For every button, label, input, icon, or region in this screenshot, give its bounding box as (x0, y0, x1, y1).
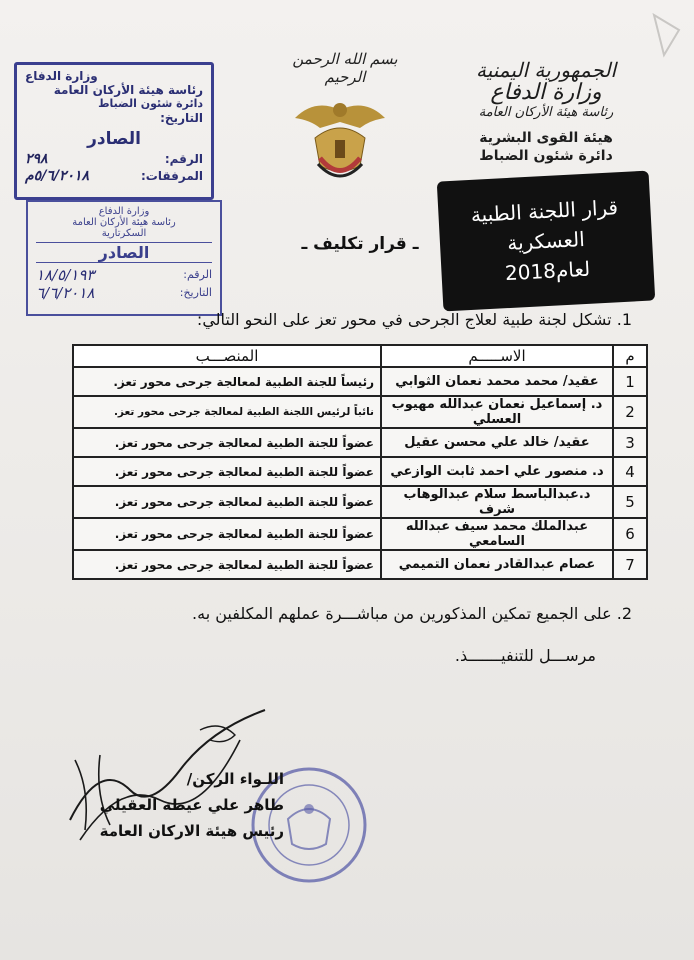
row-position: عضواً للجنة الطبية لمعالجة جرحى محور تعز. (73, 428, 381, 457)
table-row (73, 367, 647, 396)
overlay-line: لعام2018 (504, 256, 591, 286)
row-number: 7 (613, 550, 647, 579)
stamp-issued: الصادر (87, 129, 141, 149)
row-number: 3 (613, 428, 647, 457)
row-number: 4 (613, 457, 647, 486)
header-line: الجمهورية اليمنية (475, 58, 617, 82)
stamp-label: التاريخ: (179, 286, 212, 299)
caption-overlay (437, 171, 656, 312)
stamp-label: التاريخ: (160, 111, 203, 125)
paragraph-3: مرســـل للتنفيـــــــذ. (454, 646, 596, 665)
row-name: د.عبدالباسط سلام عبدالوهاب شرف (381, 486, 613, 518)
stamp-number: ١٨/٥/١٩٣ (36, 266, 95, 284)
row-number: 5 (613, 486, 647, 518)
stamp-label: المرفقات: (141, 169, 203, 183)
stamp-date: ٦/٦/٢٠١٨ (36, 284, 95, 302)
row-name: عبدالملك محمد سيف عبدالله السامعي (381, 518, 613, 550)
stamp-line: دائرة شئون الضباط (98, 97, 203, 110)
row-name: عقيد/ خالد علي محسن عقيل (381, 428, 613, 457)
table-row (73, 396, 647, 428)
col-header-name: الاســـــم (381, 345, 613, 367)
row-position: عضواً للجنة الطبية لمعالجة جرحى محور تعز. (73, 457, 381, 486)
col-header-position: المنصـــب (73, 345, 381, 367)
header-line: وزارة الدفاع (490, 80, 602, 105)
table-row (73, 550, 647, 579)
stamp-line: رئاسة هيئة الأركان العامة (53, 83, 203, 97)
row-position: عضواً للجنة الطبية لمعالجة جرحى محور تعز. (73, 518, 381, 550)
row-number: 2 (613, 396, 647, 428)
secretariat-stamp (26, 200, 222, 316)
document-title: ـ قرار تكليف ـ (301, 234, 419, 254)
row-name: د. إسماعيل نعمان عبدالله مهيوب العسلي (381, 396, 613, 428)
table-row (73, 486, 647, 518)
yemen-emblem-icon (285, 88, 395, 178)
table-row (73, 428, 647, 457)
table-row (73, 518, 647, 550)
row-name: عصام عبدالقادر نعمان التميمي (381, 550, 613, 579)
stamp-line: وزارة الدفاع (25, 69, 98, 83)
table-row (73, 457, 647, 486)
stamp-date: ٥/٦/٢٠١٨م (25, 168, 90, 184)
row-position: رئيساً للجنة الطبية لمعالجة جرحى محور تعز. (73, 367, 381, 396)
row-position: عضواً للجنة الطبية لمعالجة جرحى محور تعز. (73, 550, 381, 579)
stamp-issued: الصادر (36, 242, 212, 263)
stamp-label: الرقم: (183, 268, 212, 281)
stamp-label: الرقم: (164, 152, 203, 166)
header-line: رئاسة هيئة الأركان العامة (478, 105, 614, 120)
signatory-title: رئيس هيئة الاركان العامة (99, 822, 284, 840)
overlay-line: قرار اللجنة الطبية (470, 195, 619, 227)
header-ministry-block (436, 58, 656, 164)
paragraph-1: 1. تشكل لجنة طبية لعلاج الجرحى في محور تعز على النحو التالي: (196, 310, 632, 329)
signatory-block (84, 766, 284, 844)
row-position: عضواً للجنة الطبية لمعالجة جرحى محور تعز. (73, 486, 381, 518)
signatory-name: طاهر علي عيظه العقيلي (99, 796, 284, 814)
paragraph-2: 2. على الجميع تمكين المذكورين من مباشـــرة عملهم المكلفين به. (192, 604, 632, 623)
stamp-line: السكرتارية (101, 228, 147, 239)
header-line: دائرة شئون الضباط (479, 148, 613, 164)
overlay-line: العسكرية (506, 226, 586, 256)
stamp-line: وزارة الدفاع (98, 206, 150, 217)
row-number: 6 (613, 518, 647, 550)
row-name: د. منصور علي احمد ثابت الوازعي (381, 457, 613, 486)
stamp-line: رئاسة هيئة الأركان العامة (72, 217, 176, 228)
members-table (72, 344, 648, 580)
signatory-rank: اللـواء الركن/ (186, 770, 284, 788)
basmala: بسم الله الرحمن الرحيم (292, 50, 398, 86)
col-header-number: م (613, 345, 647, 367)
row-number: 1 (613, 367, 647, 396)
header-line: هيئة القوى البشرية (479, 130, 613, 146)
stamp-number: ٢٩٨ (25, 151, 48, 167)
row-position: نائباً لرئيس اللجنة الطبية لمعالجة جرحى محور تعز. (73, 396, 381, 428)
table-header-row (73, 345, 647, 367)
row-name: عقيد/ محمد محمد نعمان الثوابي (381, 367, 613, 396)
outgoing-stamp (14, 62, 214, 200)
